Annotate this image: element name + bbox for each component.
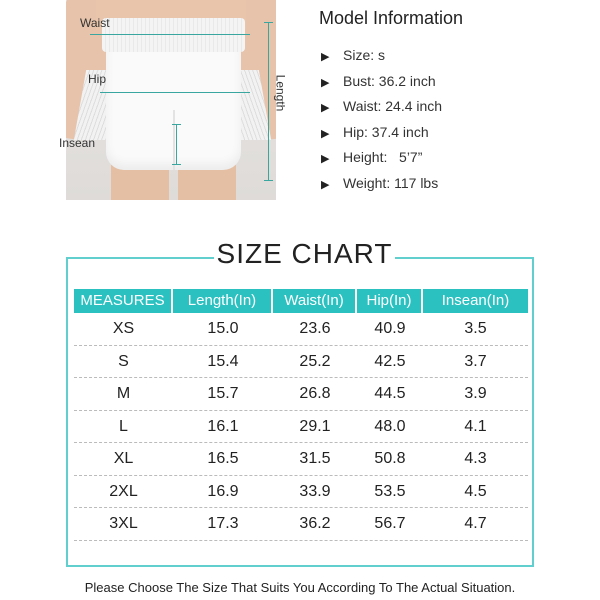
insean-cell: 4.5 <box>464 482 487 500</box>
model-info-weight <box>321 172 442 198</box>
insean-tick-bottom <box>172 164 181 165</box>
triangle-right-icon: ▶ <box>321 76 330 89</box>
header-waist: Waist(In) <box>273 289 357 313</box>
model-info-value: s <box>378 47 386 63</box>
waist-cell: 36.2 <box>299 515 331 532</box>
length-cell: 15.7 <box>207 385 239 402</box>
model-info-bust <box>321 70 442 96</box>
size-chart-title: SIZE CHART <box>216 238 393 269</box>
size-cell: S <box>118 352 129 370</box>
insean-cell: 3.9 <box>464 385 487 402</box>
model-info-value: 36.2 inch <box>378 72 436 89</box>
footer-note: Please Choose The Size That Suits You According To The Actual Situation. <box>84 580 516 595</box>
insean-cell: 4.3 <box>464 450 487 467</box>
size-cell: 3XL <box>109 515 138 532</box>
waist-measure-line <box>90 34 250 35</box>
hip-measure-line <box>100 92 250 93</box>
hip-cell: 44.5 <box>374 385 406 402</box>
waist-cell: 29.1 <box>299 417 331 435</box>
hip-cell: 42.5 <box>374 352 406 370</box>
insean-tick-top <box>172 124 181 125</box>
table-header <box>74 289 528 313</box>
size-cell: L <box>119 417 128 435</box>
table-row <box>74 411 528 444</box>
model-info-list <box>321 44 442 198</box>
hip-label: Hip <box>88 72 107 86</box>
size-cell: M <box>116 385 131 402</box>
length-cell: 17.3 <box>207 515 239 532</box>
waist-cell: 31.5 <box>299 450 331 467</box>
size-cell: XS <box>112 320 135 337</box>
model-info-label: Size: <box>343 47 375 63</box>
triangle-right-icon: ▶ <box>321 102 330 115</box>
model-info-label: Height: <box>343 149 388 166</box>
length-cell: 16.5 <box>207 450 239 467</box>
model-info-size <box>321 44 442 70</box>
frame-top-right-border <box>395 257 534 259</box>
model-info-value: 5’7” <box>399 149 423 166</box>
table-row <box>74 443 528 476</box>
waist-cell: 26.8 <box>299 385 331 402</box>
insean-cell: 4.7 <box>464 515 487 532</box>
model-info-title: Model Information <box>319 8 464 28</box>
size-cell: 2XL <box>109 482 138 500</box>
length-label: Length <box>273 74 288 112</box>
hip-cell: 53.5 <box>374 482 406 500</box>
model-info-value: 24.4 inch <box>385 98 443 115</box>
triangle-right-icon: ▶ <box>321 51 330 63</box>
model-info-value: 37.4 inch <box>371 123 429 140</box>
insean-measure-line <box>176 124 177 164</box>
product-photo <box>66 0 276 200</box>
insean-cell: 3.5 <box>464 320 487 337</box>
header-hip: Hip(In) <box>357 289 423 313</box>
table-row <box>74 313 528 346</box>
size-cell: XL <box>113 450 134 467</box>
length-cell: 15.4 <box>207 352 239 370</box>
length-measure-line <box>268 22 269 180</box>
model-info-label: Waist: <box>343 98 382 115</box>
model-info-value: 117 lbs <box>394 174 439 191</box>
insean-cell: 4.1 <box>464 417 487 435</box>
table-row <box>74 346 528 379</box>
size-chart-table <box>74 289 528 541</box>
triangle-right-icon: ▶ <box>321 127 330 140</box>
length-tick-bottom <box>264 180 273 181</box>
insean-cell: 3.7 <box>464 352 487 370</box>
length-tick-top <box>264 22 273 23</box>
smocked-waistband <box>102 18 245 52</box>
waist-cell: 25.2 <box>299 352 331 370</box>
header-insean: Insean(In) <box>441 292 510 309</box>
model-info-waist <box>321 95 442 121</box>
table-row <box>74 508 528 541</box>
model-info-label: Hip: <box>343 123 368 140</box>
triangle-right-icon: ▶ <box>321 178 330 191</box>
model-info-height <box>321 146 442 172</box>
header-length: Length(In) <box>173 289 273 313</box>
waist-cell: 23.6 <box>299 320 331 337</box>
waist-cell: 33.9 <box>299 482 331 500</box>
length-cell: 16.9 <box>207 482 239 500</box>
length-cell: 16.1 <box>207 417 239 435</box>
inseam-seam <box>173 110 175 170</box>
hip-cell: 50.8 <box>374 450 406 467</box>
hip-cell: 40.9 <box>374 320 406 337</box>
waist-label: Waist <box>80 16 110 30</box>
hip-cell: 56.7 <box>374 515 406 532</box>
header-measures: MEASURES <box>74 289 173 313</box>
model-info-hip <box>321 121 442 147</box>
frame-top-left-border <box>66 257 214 259</box>
length-cell: 15.0 <box>207 320 239 337</box>
hip-cell: 48.0 <box>374 417 406 435</box>
insean-label: Insean <box>59 136 96 150</box>
table-row <box>74 476 528 509</box>
table-row <box>74 378 528 411</box>
triangle-right-icon: ▶ <box>321 153 330 166</box>
model-info-label: Weight: <box>343 174 391 191</box>
model-info-label: Bust: <box>343 72 375 89</box>
